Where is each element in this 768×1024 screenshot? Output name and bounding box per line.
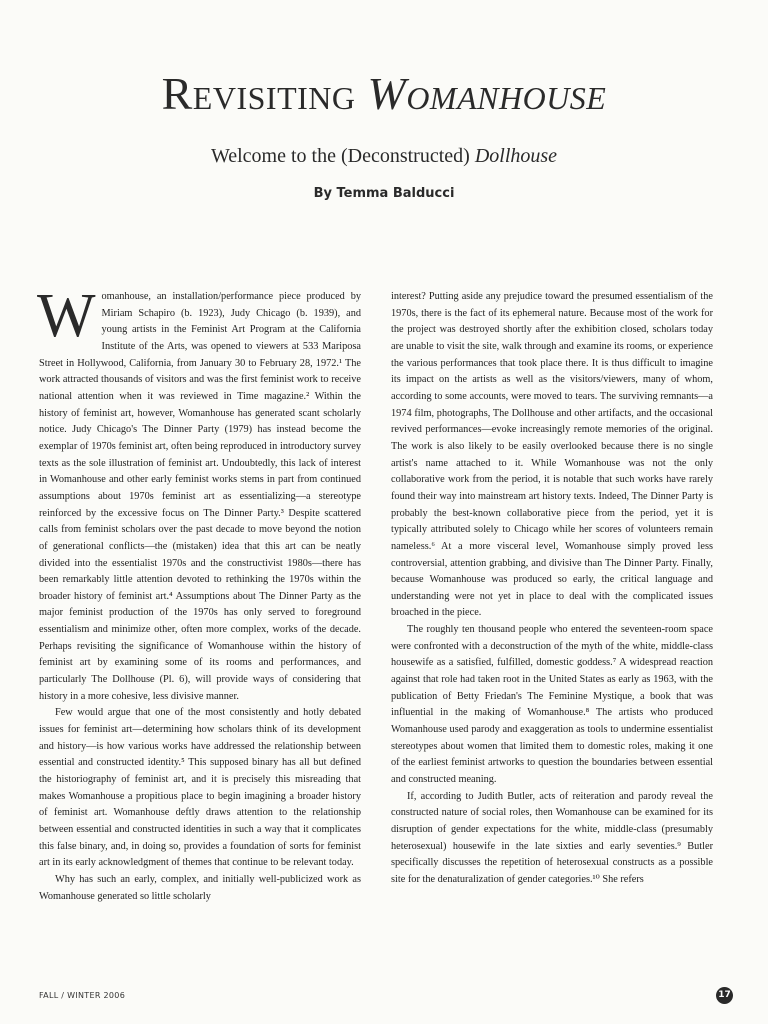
title-part-1: Revisiting (161, 68, 368, 119)
byline: By Temma Balducci (313, 186, 455, 201)
paragraph: interest? Putting aside any prejudice toward the presumed essentialism of the 1970s, there is the fact of its ephemeral nature. Because most of the work for the project was destroyed shortly after the exhibition closed, scholars today are unable to visit the site, walk through and examine its rooms, or experience the various performances that took place there. It is thus difficult to imagine its impact on the artists as well as the visitors/viewers, many of whom, according to some accounts, were moved to tears. The surviving remnants—a 1974 film, photographs, The Dollhouse and other artifacts, and the occasional revived performances—evoke increasingly remote memories of the original. The work is also likely to be easily overlooked because there is no single artist's name attached to it. While Womanhouse was not the only collaborative work from the period, it is notable that such works have rarely found their way into mainstream art history texts. Indeed, The Dinner Party is probably the best-known collaborative piece from the period, yet it is typically attributed solely to Chicago while her scores of volunteers remain nameless.⁶ At a more visceral level, Womanhouse simply proved less controversial, attention grabbing, and divisive than The Dinner Party. Finally, because Womanhouse was produced so early, the critical language and understanding were not yet in place to deal with the complicated issues broached in the piece. (391, 291, 713, 619)
page-number-badge: 17 (716, 987, 733, 1004)
paragraph: The roughly ten thousand people who entered the seventeen-room space were confronted with a deconstruction of the myth of the white, middle-class housewife as a satisfied, fulfilled, domestic goddess.⁷ A widespread reaction against that role had taken root in the United States as early as 1963, with the publication of Betty Friedan's The Feminine Mystique, a book that was influential in the making of Womanhouse.⁸ The artists who produced Womanhouse used parody and exaggeration as tools to undermine essentialist stereotypes about women that limited them to domestic roles, making it one of the earliest feminist artworks to question the boundaries between essential and constructed meaning. (391, 624, 713, 786)
right-column (391, 289, 713, 889)
issue-footer: FALL / WINTER 2006 (39, 991, 126, 1000)
paragraph: Few would argue that one of the most consistently and hotly debated issues for feminist art—determining how scholars think of its development and history—is how various works have addressed the relationship between essential and constructed identity.⁵ This supposed binary has all but defined the historiography of feminist art, and it is precisely this misreading that makes Womanhouse a propitious place to begin imagining a broader history of feminist art. Womanhouse deftly draws attention to the relationship between essential and constructed identities in such a way that it complicates this false binary, and, in doing so, provides a foundation of sorts for feminist art in its early acknowledgment of themes that continue to be relevant today. (39, 707, 361, 869)
article-subtitle (0, 143, 768, 169)
title-part-2: Womanhouse (367, 68, 607, 119)
article-title (0, 66, 768, 122)
left-column (37, 282, 361, 905)
paragraph: Why has such an early, complex, and initially well-publicized work as Womanhouse generated so little scholarly (39, 873, 361, 902)
paragraph-text: omanhouse, an installation/performance piece produced by Miriam Schapiro (b. 1923), Judy Chicago (b. 1939), and young artists in the Feminist Art Program at the California Institute of the Arts, was opened to viewers at 533 Mariposa Street in Hollywood, California, from January 30 to February 28, 1972.¹ The work attracted thousands of visitors and was the first feminist work to receive national attention when it was reviewed in Time magazine.² Within the history of feminist art, however, Womanhouse has generated scant scholarly notice. Judy Chicago's The Dinner Party (1979) has instead become the exemplar of 1970s feminist art, often being reproduced in introductory survey texts as the sole illustration of feminist art. Undoubtedly, this lack of interest in Womanhouse and other early feminist works stems in part from continued assumptions about 1970s feminist art as essentializing—a stereotype reinforced by the excessive focus on The Dinner Party.³ Despite scattered calls from feminist scholars over the past decade to move beyond the notion of generational conflicts—the (mistaken) idea that this art can be neatly divided into the essentialist 1970s and the constructivist 1980s—there has been remarkably little attention devoted to rethinking the 1970s within the broader history of feminist art.⁴ Assumptions about The Dinner Party as the major feminist production of the 1970s has only served to foreground essentialism and minimize other, often more complex, works of the decade. Perhaps revisiting the significance of Womanhouse within the history of feminist art by examining some of its rooms and performances, and particularly The Dollhouse (Pl. 6), will provide ways of considering that history in a more cohesive, less divisive manner. (39, 291, 361, 702)
paragraph: If, according to Judith Butler, acts of reiteration and parody reveal the constructed nature of social roles, then Womanhouse can be examined for its disruption of gender expectations for the white, middle-class (presumably heterosexual) housewife in the late sixties and early seventies.⁹ Butler specifically discusses the repetition of heterosexual constructs as a possible site for the denaturalization of gender categories.¹⁰ She refers (391, 790, 713, 885)
paragraph (37, 282, 361, 705)
subtitle-part-2: Dollhouse (474, 145, 558, 167)
subtitle-part-1: Welcome to the (Deconstructed) (210, 145, 475, 167)
drop-cap: W (37, 282, 96, 350)
